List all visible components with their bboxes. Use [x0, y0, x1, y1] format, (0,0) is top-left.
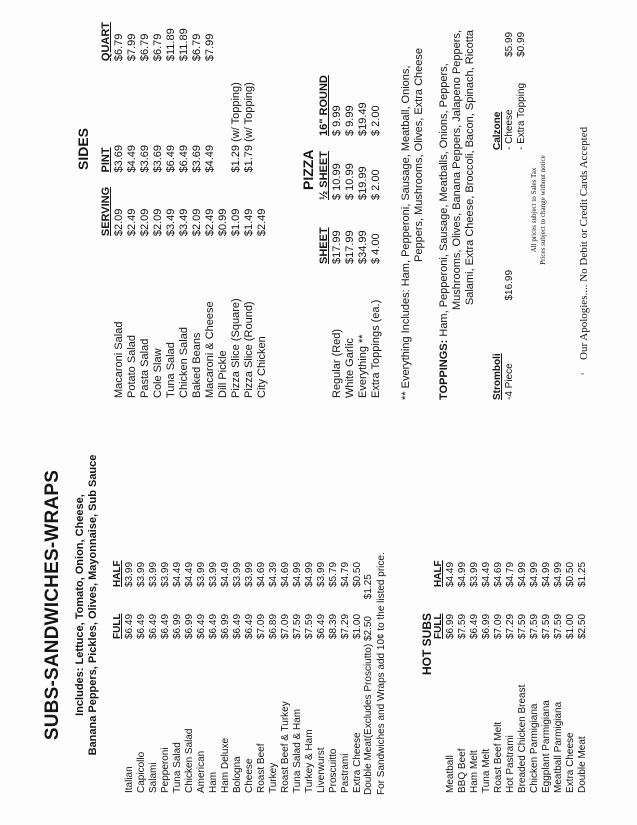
sub-row-name: Proscuitto — [328, 748, 339, 793]
hot-sub-row-name: Double Meat — [577, 736, 588, 793]
calzone-topping-row — [516, 28, 528, 150]
pizza-row-round: $19.49 — [357, 102, 369, 136]
sub-row-full: $7.09 — [256, 613, 267, 639]
pizza-row-half_sheet: $ 2.00 — [370, 169, 382, 200]
hot-sub-row-name: Meatball — [445, 755, 456, 793]
sub-row-half: $3.99 — [244, 561, 255, 587]
side-row-pint — [217, 63, 230, 174]
hot-sub-row-name: Chicken Parmigiana — [529, 703, 540, 793]
sub-row-name: Tuna Salad & Ham — [292, 708, 303, 793]
subs-column — [0, 415, 637, 795]
sub-row-full: $7.59 — [304, 613, 315, 639]
sub-row-full: $6.49 — [316, 613, 327, 639]
side-row — [178, 20, 191, 400]
everything-line-1: ** Everything Includes: Ham, Pepperoni, Sausage, Meatball, Onions, — [400, 65, 412, 400]
sub-row-half: $4.49 — [172, 561, 183, 587]
hot-sub-row — [457, 558, 469, 795]
fine-print-line-1: All prices subject to Sales Tax — [530, 167, 538, 253]
hot-sub-row-name: BBQ Beef — [457, 748, 468, 793]
hot-sub-row — [577, 558, 589, 795]
sub-row-full: $7.29 — [340, 613, 351, 639]
pizza-row — [370, 73, 383, 400]
side-row — [139, 20, 152, 400]
side-row — [191, 20, 204, 400]
side-row-serving: $2.09 — [152, 208, 164, 237]
side-row-name: Baked Beans — [191, 332, 203, 398]
sub-row-full: $6.49 — [160, 613, 171, 639]
sub-row — [196, 558, 208, 795]
sub-row-half: $4.79 — [340, 561, 351, 587]
pizza-blank-header — [318, 266, 331, 400]
side-row — [230, 20, 243, 400]
hot-sub-row-half: $4.79 — [505, 561, 516, 587]
sub-row — [148, 558, 160, 795]
pizza-table — [318, 73, 383, 400]
sub-row-name: Bologna — [232, 756, 243, 793]
hot-sub-row-full: $7.09 — [493, 613, 504, 639]
sub-row-half: $3.99 — [208, 561, 219, 587]
sub-row-name: Extra Cheese — [352, 732, 363, 793]
stromboli-title: Stromboli — [492, 353, 503, 400]
side-row-quart — [243, 20, 256, 63]
subs-half-header: HALF — [112, 560, 123, 587]
sub-row — [268, 558, 280, 795]
hot-sub-row — [541, 558, 553, 795]
sides-quart-header: QUART — [100, 22, 112, 62]
pizza-row-round: $ 2.00 — [370, 105, 382, 136]
sub-row-full: $6.49 — [232, 613, 243, 639]
side-row-pint: $3.69 — [152, 144, 164, 173]
side-row-serving: $2.49 — [256, 208, 268, 237]
sub-row-half: $4.39 — [268, 561, 279, 587]
sub-row — [256, 558, 268, 795]
side-row-quart — [217, 20, 230, 63]
sub-row — [220, 558, 232, 795]
pizza-row-name: Regular (Red) — [331, 328, 343, 398]
side-row-name: Potato Salad — [126, 335, 138, 398]
sub-row — [184, 558, 196, 795]
side-row-serving: $2.09 — [113, 208, 125, 237]
sub-row — [328, 558, 340, 795]
side-row-serving: $2.09 — [191, 208, 203, 237]
sub-row-name: Turkey — [268, 762, 279, 793]
hot-sub-row — [445, 558, 457, 795]
hot-full-header: FULL — [433, 613, 444, 639]
side-row-name: City Chicken — [256, 336, 268, 398]
hot-blank-header — [433, 641, 445, 795]
side-row — [113, 20, 126, 400]
side-row-name: Macaroni & Cheese — [204, 301, 216, 398]
pizza-row-half_sheet: $19.99 — [357, 166, 369, 200]
hot-sub-row-half: $4.99 — [457, 561, 468, 587]
hot-sub-row — [505, 558, 517, 795]
hot-sub-row-half: $4.69 — [493, 561, 504, 587]
pizza-row-name: White Garlic — [344, 338, 356, 398]
side-row-pint: $3.69 — [191, 144, 203, 173]
calzone-cheese-label: - Cheese — [504, 109, 515, 150]
sub-row-name: Ham Deluxe — [220, 737, 231, 793]
sides-title: SIDES — [75, 127, 91, 170]
sub-row-name: Liverwurst — [316, 747, 327, 793]
pizza-sheet-header: SHEET — [318, 227, 330, 264]
includes-line-1: Includes: Lettuce, Tomato, Onion, Cheese, — [74, 494, 86, 716]
side-row-quart — [230, 20, 243, 63]
sub-row — [340, 558, 352, 795]
subs-includes — [74, 415, 100, 795]
pizza-row — [331, 73, 344, 400]
hot-sub-row-half: $0.50 — [565, 561, 576, 587]
pizza-row — [357, 73, 370, 400]
fine-print — [530, 110, 548, 310]
sub-row-full: $6.89 — [268, 613, 279, 639]
sides-pint-header: PINT — [100, 147, 112, 173]
pizza-row-half_sheet: $ 10.99 — [331, 163, 343, 200]
stromboli-label: -4 Piece — [504, 363, 515, 400]
sub-row — [208, 558, 220, 795]
sub-row-half: $3.99 — [232, 561, 243, 587]
hot-sub-row — [565, 558, 577, 795]
side-row-name: Pasta Salad — [139, 338, 151, 398]
calzone-block — [492, 28, 528, 150]
side-row-pint: $3.69 — [139, 144, 151, 173]
pizza-row-sheet: $34.99 — [357, 230, 369, 264]
hot-sub-row-full: $7.59 — [553, 613, 564, 639]
side-row — [152, 20, 165, 400]
side-row-name: Pizza Slice (Round) — [243, 301, 255, 398]
pizza-row-sheet: $17.99 — [331, 230, 343, 264]
toppings-line-1: Ham, Pepperoni, Sausage, Meatballs, Onions, Peppers, — [438, 63, 450, 337]
pizza-round-header: 16" ROUND — [318, 75, 330, 136]
sub-row-full: $7.59 — [292, 613, 303, 639]
side-row-quart: $6.79 — [152, 33, 164, 62]
calzone-topping-price: $0.99 — [516, 31, 527, 57]
side-row — [204, 20, 217, 400]
pizza-row-name: Extra Toppings (ea.) — [370, 299, 382, 398]
sub-row-full: $6.49 — [244, 613, 255, 639]
sub-row-full: $6.99 — [172, 613, 183, 639]
hot-subs-title: HOT SUBS — [420, 612, 434, 675]
sub-row-name: Cheese — [244, 758, 255, 793]
side-row-pint: $6.49 — [165, 144, 177, 173]
pizza-title: PIZZA — [300, 149, 316, 190]
pizza-row-sheet: $17.99 — [344, 230, 356, 264]
everything-includes — [400, 40, 426, 400]
sub-row-half: $3.99 — [160, 561, 171, 587]
pizza-half-sheet-header: ½ SHEET — [318, 151, 330, 200]
sub-row — [136, 558, 148, 795]
everything-line-2: Peppers, Mushrooms, Olives, Extra Cheese — [413, 48, 425, 262]
hot-sub-row-name: Extra Cheese — [565, 732, 576, 793]
hot-sub-row-half: $3.99 — [469, 561, 480, 587]
side-row-serving: $2.49 — [204, 208, 216, 237]
side-row-name: Macaroni Salad — [113, 321, 125, 398]
side-row — [243, 20, 256, 400]
hot-sub-row-half: $4.99 — [553, 561, 564, 587]
side-row-serving: $3.49 — [178, 208, 190, 237]
subs-title: SUBS-SANDWICHES-WRAPS — [42, 469, 63, 741]
sub-row-name: Chicken Salad — [184, 728, 195, 793]
hot-sub-row-name: Ham Melt — [469, 750, 480, 793]
side-row-quart: $6.79 — [113, 33, 125, 62]
hot-sub-row-name: Meatball Parmigiana — [553, 701, 564, 793]
hot-sub-row-name: Breaded Chicken Breast — [517, 684, 528, 793]
sub-row-full: $8.39 — [328, 613, 339, 639]
side-row-name: Tuna Salad — [165, 342, 177, 398]
hot-sub-row-full: $6.99 — [445, 613, 456, 639]
side-row-pint: $3.69 — [113, 144, 125, 173]
sub-row — [292, 558, 304, 795]
sub-row-half: $4.49 — [220, 561, 231, 587]
sub-row-half: $5.79 — [328, 561, 339, 587]
hot-sub-row-half: $4.99 — [517, 561, 528, 587]
sub-row-full: $6.49 — [208, 613, 219, 639]
sub-row-half: $4.99 — [304, 561, 315, 587]
pizza-row-round: $ 9.99 — [331, 105, 343, 136]
sides-table — [100, 20, 269, 400]
includes-line-2: Banana Peppers, Pickles, Olives, Mayonnaise, Sub Sauce — [87, 454, 99, 756]
sub-row — [124, 558, 136, 795]
hot-sub-row-full: $2.50 — [577, 613, 588, 639]
hot-sub-row-full: $7.59 — [541, 613, 552, 639]
toppings-label: TOPPINGS: — [438, 339, 450, 400]
hot-sub-row-half: $1.25 — [577, 561, 588, 587]
sub-row — [244, 558, 256, 795]
hot-sub-row-full: $6.99 — [481, 613, 492, 639]
hot-sub-row-name: Eggplant Parmigiana — [541, 700, 552, 793]
sides-column — [0, 20, 637, 400]
subs-blank-header — [112, 641, 124, 795]
sub-row-name: Capicollo — [136, 751, 147, 793]
side-row-quart: $6.79 — [139, 33, 151, 62]
hot-sub-row — [517, 558, 529, 795]
sub-row-full: $6.99 — [184, 613, 195, 639]
side-row-pint: $4.49 — [204, 144, 216, 173]
pizza-row — [344, 73, 357, 400]
side-row-pint — [256, 63, 269, 174]
pizza-row-sheet: $ 4.00 — [370, 233, 382, 264]
hot-sub-row — [493, 558, 505, 795]
hot-sub-row-full: $1.00 — [565, 613, 576, 639]
hot-sub-row-full: $7.59 — [529, 613, 540, 639]
sub-row-full: $6.99 — [220, 613, 231, 639]
toppings-line-2: Mushrooms, Olives, Banana Peppers, Jalapeno Peppers, — [451, 30, 463, 311]
wraps-note: For Sandwiches and Wraps add 10¢ to the listed price. — [376, 552, 387, 795]
hot-sub-row-half: $4.99 — [529, 561, 540, 587]
hot-sub-row-half: $4.49 — [481, 561, 492, 587]
hot-sub-row — [469, 558, 481, 795]
side-row-quart — [256, 20, 269, 63]
sub-row-full: $6.49 — [136, 613, 147, 639]
side-row-pint: $6.49 — [178, 144, 190, 173]
apostrophe-mark: ‘ — [580, 372, 591, 375]
toppings-line-3: Salami, Extra Cheese, Broccoli, Bacon, Spinach, Ricotta — [464, 30, 476, 306]
sub-row-name: Roast Beef & Turkey — [280, 701, 291, 793]
side-row-name: Dill Pickle — [217, 350, 229, 398]
hot-sub-row-full: $7.29 — [505, 613, 516, 639]
side-row-quart: $11.89 — [165, 28, 177, 62]
double-meat-half: $1.25 — [363, 574, 374, 600]
hot-sub-row-name: Hot Pastrami — [505, 735, 516, 793]
stromboli-block — [492, 270, 516, 400]
sub-row-half: $3.99 — [316, 561, 327, 587]
sub-row-half: $3.99 — [148, 561, 159, 587]
side-row-serving: $1.49 — [243, 208, 255, 237]
sub-row-half: $4.69 — [280, 561, 291, 587]
hot-sub-row — [481, 558, 493, 795]
stromboli-price: $16.99 — [504, 269, 515, 301]
calzone-topping-label: - Extra Topping — [516, 82, 527, 150]
hot-sub-row — [553, 558, 565, 795]
side-row-quart: $7.99 — [204, 33, 216, 62]
sub-row-full: $1.00 — [352, 613, 363, 639]
sub-row-half: $3.99 — [124, 561, 135, 587]
sub-row-half: $4.69 — [256, 561, 267, 587]
pizza-row-half_sheet: $ 10.99 — [344, 163, 356, 200]
side-row-serving: $2.49 — [126, 208, 138, 237]
sub-row-name: Pastrami — [340, 753, 351, 793]
sub-row — [232, 558, 244, 795]
double-meat-text: Double Meat(Excludes Prosciutto) $2.50 — [363, 616, 374, 795]
sub-row-half: $0.50 — [352, 561, 363, 587]
hot-sub-row-full: $6.49 — [469, 613, 480, 639]
side-row-pint: $1.79 (w/ Topping) — [243, 82, 255, 173]
side-row — [217, 20, 230, 400]
double-meat-row — [363, 574, 375, 795]
calzone-cheese-price: $5.99 — [504, 31, 515, 57]
hot-sub-row — [529, 558, 541, 795]
sides-blank-header — [100, 238, 113, 400]
sub-row-name: Roast Beef — [256, 743, 267, 793]
sub-row — [316, 558, 328, 795]
side-row-quart: $11.89 — [178, 28, 190, 62]
sub-row-half: $4.49 — [184, 561, 195, 587]
side-row — [126, 20, 139, 400]
hot-sub-row-half: $4.99 — [541, 561, 552, 587]
subs-table — [112, 558, 364, 795]
hot-sub-row-half: $4.49 — [445, 561, 456, 587]
side-row-serving: $3.49 — [165, 208, 177, 237]
calzone-title: Calzone — [492, 111, 503, 150]
subs-full-header: FULL — [112, 613, 123, 639]
sub-row — [172, 558, 184, 795]
side-row-name: Cole Slaw — [152, 348, 164, 398]
fine-print-line-2: Prices subject to change without notice — [539, 155, 547, 265]
sub-row-name: Ham — [208, 771, 219, 793]
calzone-cheese-row — [504, 28, 516, 150]
sub-row-full: $6.49 — [124, 613, 135, 639]
toppings-list — [438, 30, 477, 400]
sub-row-name: Italian — [124, 766, 135, 793]
sub-row-name: American — [196, 750, 207, 793]
sub-row-name: Tuna Salad — [172, 742, 183, 793]
side-row — [165, 20, 178, 400]
side-row-name: Chicken Salad — [178, 327, 190, 398]
sub-row — [304, 558, 316, 795]
side-row-quart: $7.99 — [126, 33, 138, 62]
side-row — [256, 20, 269, 400]
hot-sub-row-full: $7.59 — [457, 613, 468, 639]
sub-row — [280, 558, 292, 795]
pizza-row-round: $ 9.99 — [344, 105, 356, 136]
sub-row-full: $7.09 — [280, 613, 291, 639]
sub-row-name: Salami — [148, 762, 159, 793]
sub-row-name: Turkey & Ham — [304, 729, 315, 793]
hot-sub-row-full: $7.59 — [517, 613, 528, 639]
sub-row-half: $3.99 — [196, 561, 207, 587]
sub-row-name: Pepperoni — [160, 747, 171, 793]
sub-row-half: $3.99 — [136, 561, 147, 587]
hot-half-header: HALF — [433, 560, 444, 587]
side-row-pint: $1.29 (w/ Topping) — [230, 82, 242, 173]
side-row-serving: $1.09 — [230, 208, 242, 237]
sub-row-full: $6.49 — [148, 613, 159, 639]
side-row-quart: $6.79 — [191, 33, 203, 62]
side-row-serving: $2.09 — [139, 208, 151, 237]
sub-row — [160, 558, 172, 795]
side-row-pint: $4.49 — [126, 144, 138, 173]
hot-sub-row-name: Roast Beef Melt — [493, 721, 504, 793]
side-row-name: Pizza Slice (Square) — [230, 298, 242, 398]
side-row-serving: $0.99 — [217, 208, 229, 237]
hot-subs-table — [433, 558, 589, 795]
hot-sub-row-name: Tuna Melt — [481, 748, 492, 793]
sub-row-half: $4.99 — [292, 561, 303, 587]
sub-row-full: $6.49 — [196, 613, 207, 639]
pizza-row-name: Everything ** — [357, 334, 369, 398]
sides-serving-header: SERVING — [100, 186, 112, 237]
apology-note: Our Apologies.... No Debit or Credit Cards Accepted — [578, 126, 590, 360]
